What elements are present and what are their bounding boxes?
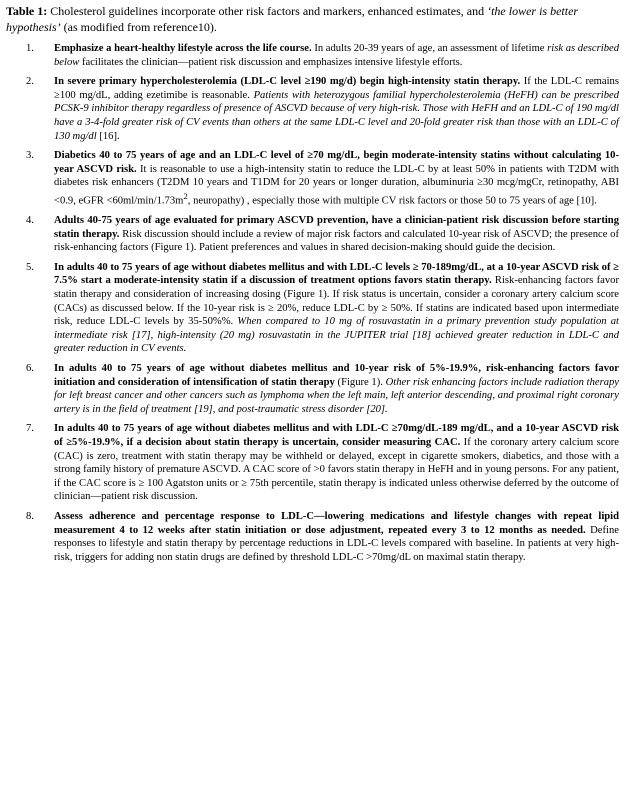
item-heading: Emphasize a heart-healthy lifestyle across the life course. [54, 43, 312, 54]
item-text: , neuropathy) , especially those with multiple CV risk factors or those 50 to 75 years of age [10]. [187, 195, 597, 207]
item-heading: Assess adherence and percentage response to LDL-C—lowering medications and lifestyle changes with repeat lipid measurement 4 to 12 weeks after statin initiation or dose adjustment, repeated every 3 to 12 months as needed. [54, 510, 619, 536]
item-number: 6. [26, 363, 34, 374]
guideline-item-7 [6, 422, 619, 504]
item-number: 7. [26, 423, 34, 435]
caption-tail: (as modified from reference10). [60, 20, 217, 34]
guideline-item-8 [6, 510, 619, 564]
item-superscript: 2 [183, 190, 188, 201]
item-italic-text: Patients with heterozygous familial hypercholesterolemia (HeFH) can be prescribed PCSK-9 inhibitor therapy regardless of presence of ASCVD because of very high-risk. Those with HeFH and an LDL-C of 190 mg/dl have a 3-4-fold greater risk of CV events than others at the same LDL-C level and 20-fold greater risk than those with an LDL-C of 130 mg/dl [54, 89, 619, 142]
guideline-item-5 [6, 261, 619, 356]
item-text: If the LDL-C remains ≥100 mg/dL, adding ezetimibe is reasonable. [54, 76, 619, 101]
caption-label: Table 1: [6, 4, 48, 18]
item-text: In adults 20-39 years of age, an assessment of lifetime [311, 43, 548, 54]
item-heading: Adults 40-75 years of age evaluated for primary ASCVD prevention, have a clinician-patient risk discussion before starting statin therapy. [54, 215, 619, 240]
item-text: Define responses to lifestyle and statin therapy by percentage reductions in LDL-C levels compared with baseline. In patients at very high-risk, triggers for adding non statin drugs are defined by threshold LDL-C >70mg/dL on maximal statin therapy. [54, 524, 619, 563]
item-italic-text: risk as described below [54, 43, 619, 68]
item-heading: In adults 40 to 75 years of age without diabetes mellitus and 10-year risk of 5%-19.9%, risk-enhancing factors favor initiation and consideration of intensification of statin therapy [54, 363, 619, 388]
item-text: facilitates the clinician—patient risk discussion and emphasizes intensive lifestyle efforts. [79, 56, 463, 68]
guideline-item-1 [6, 42, 619, 69]
item-italic-text: When compared to 10 mg of rosuvastatin in a primary prevention study population at intermediate risk [17], high-intensity (20 mg) rosuvastatin in the JUPITER trial [18] achieved greater reduction in LDL-C and greater reduction in CV events. [54, 316, 619, 355]
item-text: (Figure 1). [334, 376, 386, 388]
item-text: [16]. [96, 130, 120, 142]
guideline-item-2 [6, 75, 619, 143]
item-number: 4. [26, 215, 34, 227]
caption-italic: ‘the lower is better hypothesis’ [6, 4, 579, 34]
item-heading: In adults 40 to 75 years of age without diabetes mellitus and with LDL-C ≥70mg/dL-189 mg/dL, and a 10-year ASCVD risk of ≥5%-19.9%, if a decision about statin therapy is uncertain, consider measuring CAC. [54, 423, 619, 448]
item-text: It is reasonable to use a high-intensity statin to reduce the LDL-C by at least 50% in patients with T2DM with diabetes risk enhancers (T2DM 10 years and T1DM for 20 years or longer duration, albuminuria ≥30 mcg/mgCr, retinopathy, ABI <0.9, eGFR <60ml/min/1.73m [54, 163, 620, 207]
item-number: 8. [26, 510, 34, 522]
guideline-item-3 [6, 149, 619, 208]
guideline-item-4 [6, 214, 619, 255]
item-heading: Diabetics 40 to 75 years of age and an LDL-C level of ≥70 mg/dL, begin moderate-intensity statins without calculating 10-year ASCVD risk. [54, 150, 619, 175]
table-caption [6, 3, 619, 35]
item-number: 1. [26, 43, 34, 54]
item-heading: In adults 40 to 75 years of age without diabetes mellitus and with LDL-C levels ≥ 70-189mg/dL, at a 10-year ASCVD risk of ≥ 7.5% start a moderate-intensity statin if a discussion of treatment options favors statin therapy. [54, 261, 619, 287]
item-italic-text: Other risk enhancing factors include radiation therapy for left breast cancer and other cancers such as lymphoma when the left main, left anterior descending, and proximal right coronary artery is in the field of treatment [19], and post-traumatic stress disorder [20]. [54, 376, 619, 415]
item-number: 5. [26, 261, 34, 273]
item-text: Risk-enhancing factors favor statin therapy and consideration of increasing dosing (Figure 1). If risk status is uncertain, consider a coronary artery calcium score (CACs) as discussed below. If the 10-year risk is ≥ 20%, reduce LDL-C by ≥ 50%. If statins are indicated based upon intermediate risk, reduce LDL-C levels by 35-50%%. [54, 275, 619, 328]
item-number: 3. [26, 150, 34, 162]
item-heading: In severe primary hypercholesterolemia (LDL-C level ≥190 mg/d) begin high-intensity statin therapy. [54, 76, 521, 88]
item-text: If the coronary artery calcium score (CAC) is zero, treatment with statin therapy may be withheld or delayed, except in cigarette smokers, diabetics, and those with a strong family history of premature ASCVD. A CAC score of >0 favors statin therapy in HeFH and in young persons. For any patient, if the CAC score is ≥ 100 Agatston units or ≥ 75th percentile, statin therapy is indicated unless otherwise deferred by the outcome of clinician—patient risk discussion. [54, 436, 619, 503]
item-text: Risk discussion should include a review of major risk factors and calculated 10-year risk of ASCVD; the presence of risk-enhancing factors (Figure 1). Patient preferences and values in shared decision-making should guide the decision. [54, 228, 619, 254]
guideline-list [6, 42, 619, 564]
item-number: 2. [26, 76, 34, 88]
guideline-item-6 [6, 362, 619, 416]
caption-text: Cholesterol guidelines incorporate other risk factors and markers, enhanced estimates, and [47, 4, 488, 18]
